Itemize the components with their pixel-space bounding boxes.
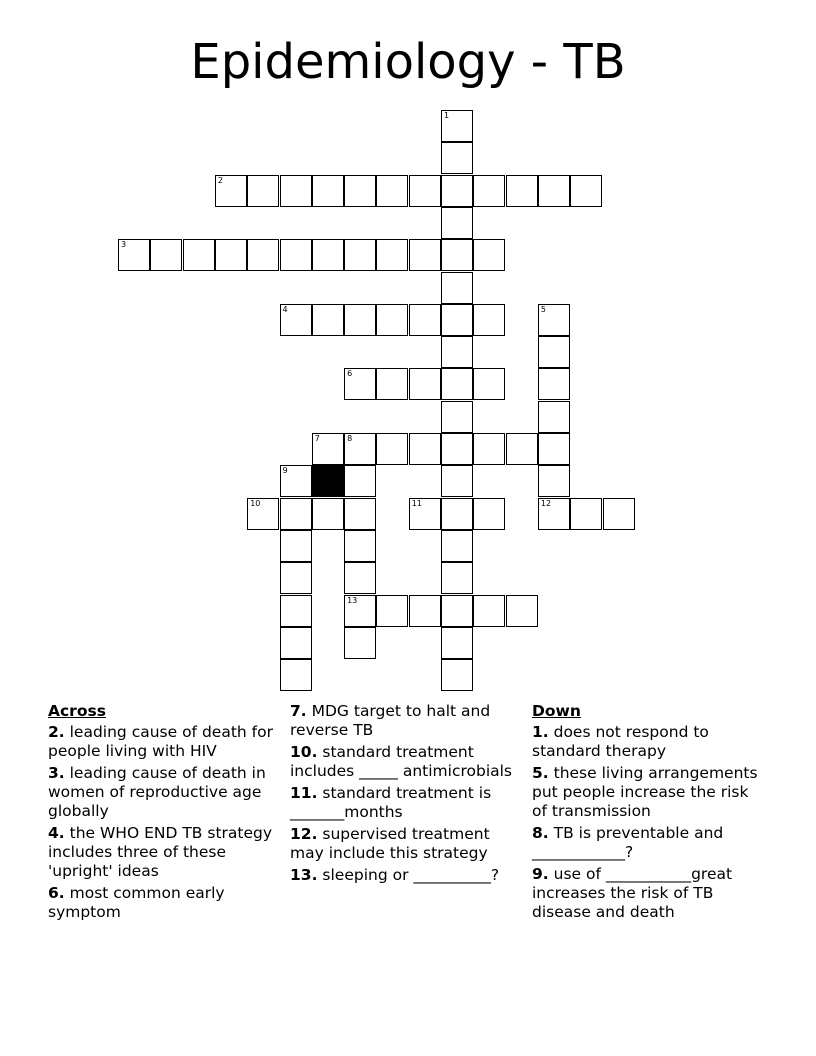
clue-number: 1 (444, 111, 450, 120)
clue-number: 2 (217, 175, 223, 185)
grid-cell[interactable] (538, 368, 570, 400)
clue-item (290, 743, 520, 781)
puzzle-title: Epidemiology - TB (190, 34, 626, 90)
grid-cell[interactable] (570, 498, 602, 530)
grid-cell[interactable] (280, 498, 312, 530)
grid-cell[interactable] (441, 562, 473, 594)
grid-cell[interactable] (409, 433, 441, 465)
clue-item (290, 702, 520, 740)
clue-item (48, 764, 276, 821)
grid-cell[interactable] (538, 175, 570, 207)
clue-item-number: 2. (48, 723, 65, 741)
clue-number: 12 (540, 498, 552, 508)
grid-cell[interactable] (344, 433, 376, 465)
grid-cell[interactable] (247, 239, 279, 271)
grid-cell[interactable] (441, 207, 473, 239)
clue-number: 11 (411, 498, 422, 508)
clue-item (290, 784, 520, 822)
grid-cell[interactable] (344, 627, 376, 659)
across-clue-list (48, 723, 276, 922)
grid-cell[interactable] (344, 239, 376, 271)
clue-item-text: use of ___________great increases the risk of TB disease and death (532, 865, 733, 921)
grid-cell[interactable] (473, 304, 505, 336)
grid-cell[interactable] (441, 368, 473, 400)
grid-cell[interactable] (344, 562, 376, 594)
grid-cell[interactable] (506, 595, 538, 627)
grid-cell[interactable] (441, 110, 473, 142)
down-clues-column (532, 702, 762, 925)
clue-item-text: TB is preventable and ____________? (532, 824, 724, 861)
clue-number: 6 (347, 369, 353, 379)
grid-cell[interactable] (312, 304, 344, 336)
grid-cell[interactable] (376, 368, 408, 400)
grid-cell[interactable] (506, 175, 538, 207)
grid-cell[interactable] (441, 304, 473, 336)
grid-cell[interactable] (538, 498, 570, 530)
clue-item-text: supervised treatment may include this strategy (290, 825, 490, 862)
grid-cell[interactable] (280, 627, 312, 659)
clue-item-text: standard treatment includes _____ antimicrobials (290, 743, 513, 780)
grid-cell[interactable] (280, 595, 312, 627)
grid-cell[interactable] (441, 272, 473, 304)
grid-cell[interactable] (247, 175, 279, 207)
grid-cell[interactable] (344, 530, 376, 562)
down-clue-list (532, 723, 762, 922)
clue-item-number: 13. (290, 866, 318, 884)
grid-cell[interactable] (312, 433, 344, 465)
grid-cell[interactable] (376, 239, 408, 271)
down-heading: Down (532, 702, 581, 720)
grid-cell[interactable] (344, 175, 376, 207)
clue-item (48, 723, 276, 761)
grid-cell[interactable] (473, 175, 505, 207)
clue-item-text: does not respond to standard therapy (532, 723, 709, 760)
clue-item-number: 10. (290, 743, 318, 761)
grid-cell[interactable] (280, 659, 312, 691)
black-cell (312, 465, 344, 497)
grid-cell[interactable] (538, 304, 570, 336)
clue-item (48, 824, 276, 881)
grid-cell[interactable] (280, 175, 312, 207)
across-clues-column (48, 702, 276, 925)
grid-cell[interactable] (441, 239, 473, 271)
grid-cell[interactable] (538, 433, 570, 465)
grid-cell[interactable] (409, 175, 441, 207)
grid-cell[interactable] (473, 498, 505, 530)
clue-item (532, 865, 762, 922)
grid-cell[interactable] (409, 304, 441, 336)
grid-cell[interactable] (215, 239, 247, 271)
grid-cell[interactable] (247, 498, 279, 530)
grid-cell[interactable] (376, 175, 408, 207)
grid-cell[interactable] (441, 401, 473, 433)
clue-item-number: 1. (532, 723, 549, 741)
grid-cell[interactable] (441, 142, 473, 174)
grid-cell[interactable] (280, 239, 312, 271)
clue-item-text: most common early symptom (48, 884, 225, 921)
clue-item-number: 3. (48, 764, 65, 782)
clue-item (532, 824, 762, 862)
grid-cell[interactable] (538, 401, 570, 433)
clue-item-number: 11. (290, 784, 318, 802)
grid-cell[interactable] (344, 595, 376, 627)
grid-cell[interactable] (344, 465, 376, 497)
clue-item-text: leading cause of death in women of reproductive age globally (48, 764, 266, 820)
grid-cell[interactable] (441, 175, 473, 207)
across-heading: Across (48, 702, 106, 720)
clue-item (532, 723, 762, 761)
grid-cell[interactable] (441, 627, 473, 659)
clue-item-text: standard treatment is _______months (290, 784, 492, 821)
grid-cell[interactable] (441, 498, 473, 530)
clue-number: 5 (540, 304, 546, 314)
clue-item (290, 825, 520, 863)
grid-cell[interactable] (441, 336, 473, 368)
grid-cell[interactable] (409, 498, 441, 530)
grid-cell[interactable] (280, 465, 312, 497)
grid-cell[interactable] (409, 368, 441, 400)
clue-item-number: 4. (48, 824, 65, 842)
grid-cell[interactable] (344, 304, 376, 336)
clue-number: 10 (250, 498, 261, 508)
grid-cell[interactable] (409, 595, 441, 627)
grid-cell[interactable] (150, 239, 182, 271)
grid-cell[interactable] (215, 175, 247, 207)
grid-cell[interactable] (473, 595, 505, 627)
clue-number: 9 (282, 466, 288, 476)
grid-cell[interactable] (312, 498, 344, 530)
clue-item-number: 5. (532, 764, 549, 782)
grid-cell[interactable] (473, 433, 505, 465)
clue-item-number: 12. (290, 825, 318, 843)
clue-number: 8 (347, 434, 353, 443)
clue-number: 13 (347, 595, 358, 605)
grid-cell[interactable] (570, 175, 602, 207)
grid-cell[interactable] (312, 239, 344, 271)
grid-cell[interactable] (376, 595, 408, 627)
grid-cell[interactable] (473, 368, 505, 400)
grid-cell[interactable] (506, 433, 538, 465)
clue-item (290, 866, 520, 885)
grid-cell[interactable] (538, 465, 570, 497)
clue-item-number: 8. (532, 824, 549, 842)
clue-item-text: leading cause of death for people living with HIV (48, 723, 273, 760)
clue-item-text: these living arrangements put people increase the risk of transmission (532, 764, 758, 820)
grid-cell[interactable] (441, 465, 473, 497)
grid-cell[interactable] (344, 368, 376, 400)
clue-item-text: sleeping or __________? (317, 866, 500, 884)
clue-item-number: 6. (48, 884, 65, 902)
grid-cell[interactable] (280, 304, 312, 336)
grid-cell[interactable] (441, 530, 473, 562)
clue-number: 3 (121, 240, 127, 250)
grid-cell[interactable] (376, 433, 408, 465)
clue-item-number: 9. (532, 865, 549, 883)
grid-cell[interactable] (441, 659, 473, 691)
grid-cell[interactable] (603, 498, 635, 530)
grid-cell[interactable] (538, 336, 570, 368)
across-cont-clue-list (290, 702, 520, 885)
grid-cell[interactable] (118, 239, 150, 271)
grid-cell[interactable] (280, 530, 312, 562)
grid-cell[interactable] (473, 239, 505, 271)
clue-item-number: 7. (290, 702, 307, 720)
grid-cell[interactable] (409, 239, 441, 271)
clue-item (532, 764, 762, 821)
clue-item-text: MDG target to halt and reverse TB (290, 702, 491, 739)
grid-cell[interactable] (376, 304, 408, 336)
grid-cell[interactable] (344, 498, 376, 530)
grid-cell[interactable] (441, 433, 473, 465)
clue-number: 4 (282, 304, 288, 314)
grid-cell[interactable] (280, 562, 312, 594)
grid-cell[interactable] (312, 175, 344, 207)
across-clues-continued (290, 702, 520, 888)
grid-cell[interactable] (183, 239, 215, 271)
grid-cell[interactable] (441, 595, 473, 627)
clue-item-text: the WHO END TB strategy includes three of these 'upright' ideas (48, 824, 273, 880)
clue-item (48, 884, 276, 922)
clue-number: 7 (314, 434, 320, 443)
